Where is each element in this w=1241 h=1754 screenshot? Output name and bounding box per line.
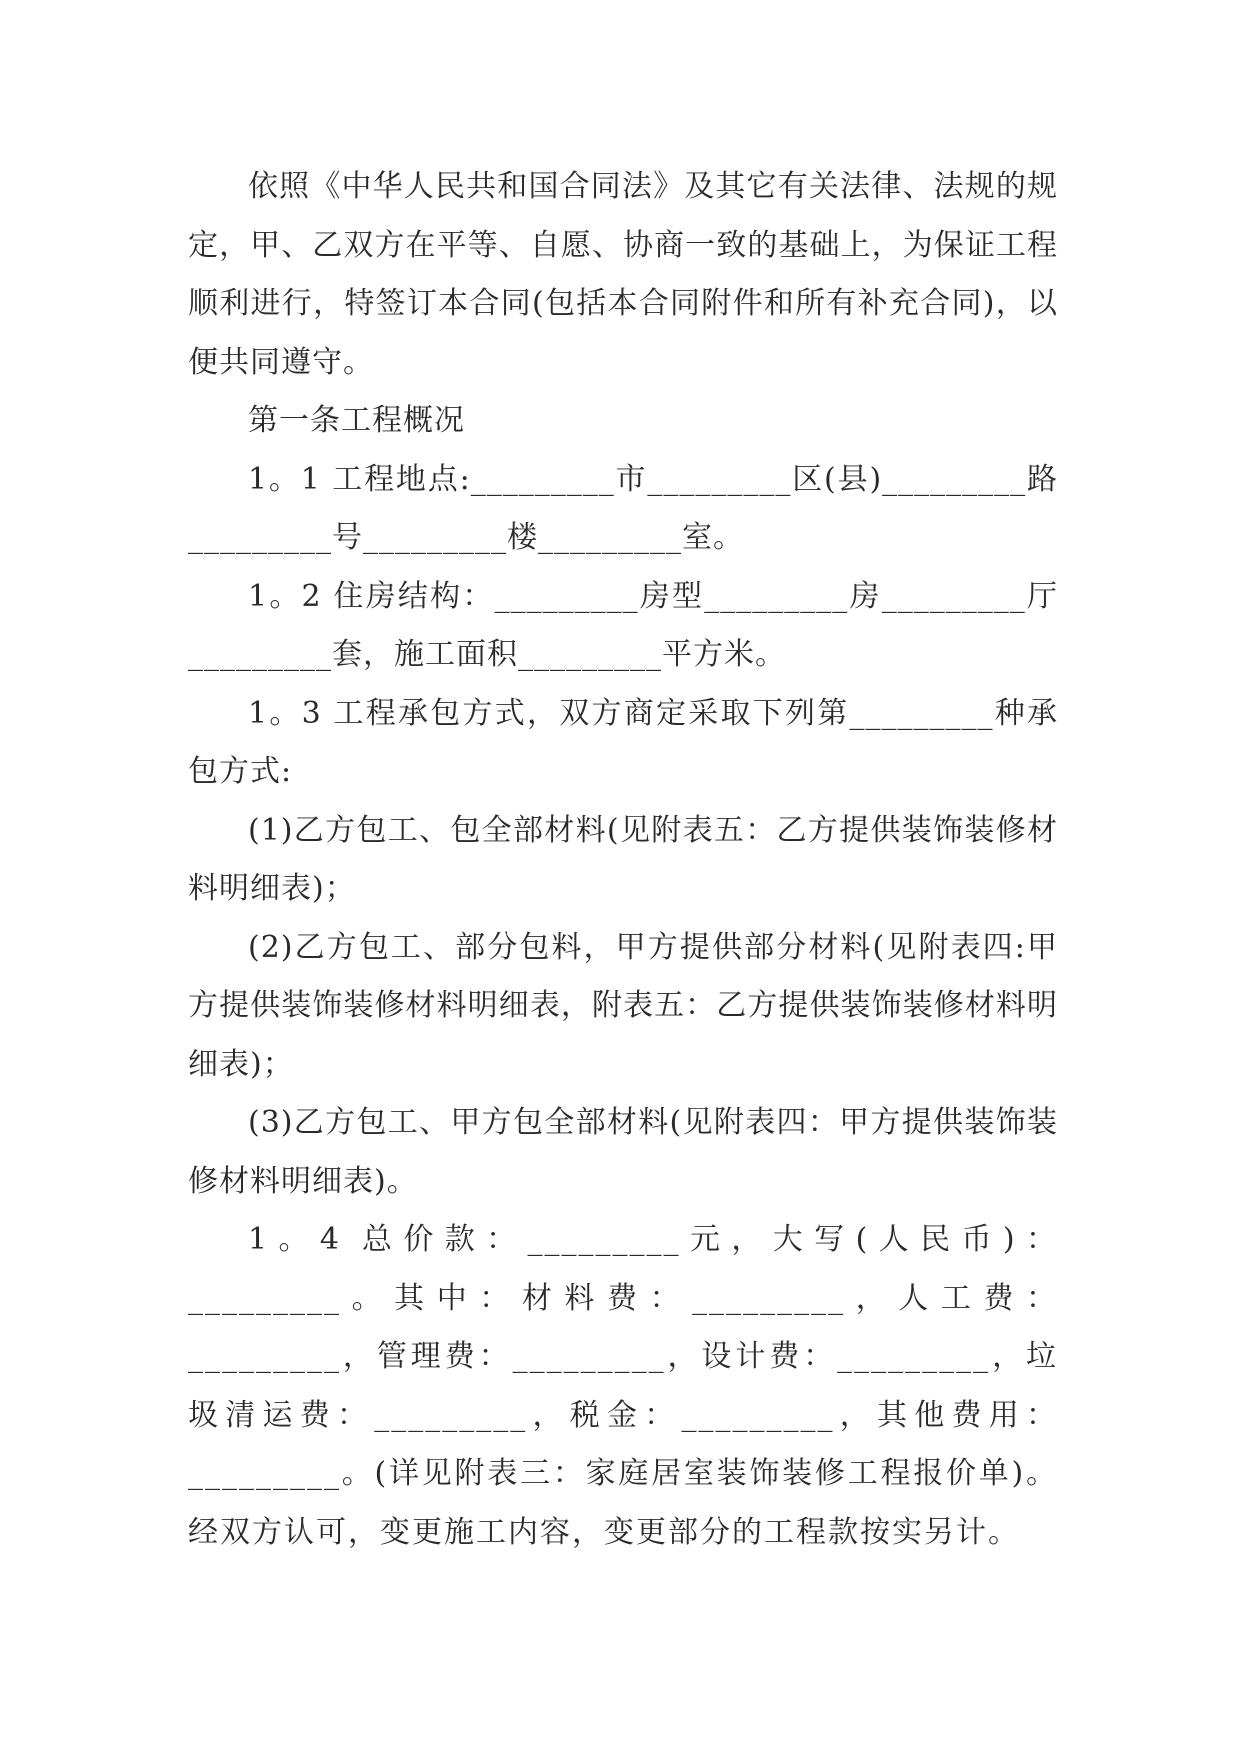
clause-1-3-contract-mode: 1。3 工程承包方式，双方商定采取下列第_________种承包方式: [188,695,1058,789]
option-1-full-materials: (1)乙方包工、包全部材料(见附表五：乙方提供装饰装修材料明细表)； [188,812,1058,906]
contract-page [188,158,1058,1562]
clause-1-1-location: 1。1 工程地点:_________市_________区(县)_________路_________号_________楼_________室。 [188,461,1058,555]
clause-1-2-structure: 1。2 住房结构：_________房型_________房_________厅_________套，施工面积_________平方米。 [188,578,1058,672]
intro-paragraph: 依照《中华人民共和国合同法》及其它有关法律、法规的规定，甲、乙双方在平等、自愿、协商一致的基础上，为保证工程顺利进行，特签订本合同(包括本合同附件和所有补充合同)，以便共同遵守。 [188,169,1058,380]
clause-1-4-total-price: 1。4 总价款：_________元，大写(人民币)：_________。其中：材料费：_________，人工费：_________，管理费：_________，设计费：_________，垃圾清运费：_________，税金：_________，其他费用：_________。(详见附表三：家庭居室装饰装修工程报价单)。经双方认可，变更施工内容，变更部分的工程款按实另计。 [188,1222,1058,1550]
article-1-heading: 第一条工程概况 [248,403,465,438]
option-3-owner-materials: (3)乙方包工、甲方包全部材料(见附表四：甲方提供装饰装修材料明细表)。 [188,1105,1058,1199]
option-2-partial-materials: (2)乙方包工、部分包料，甲方提供部分材料(见附表四:甲方提供装饰装修材料明细表，附表五：乙方提供装饰装修材料明细表)； [188,929,1058,1082]
